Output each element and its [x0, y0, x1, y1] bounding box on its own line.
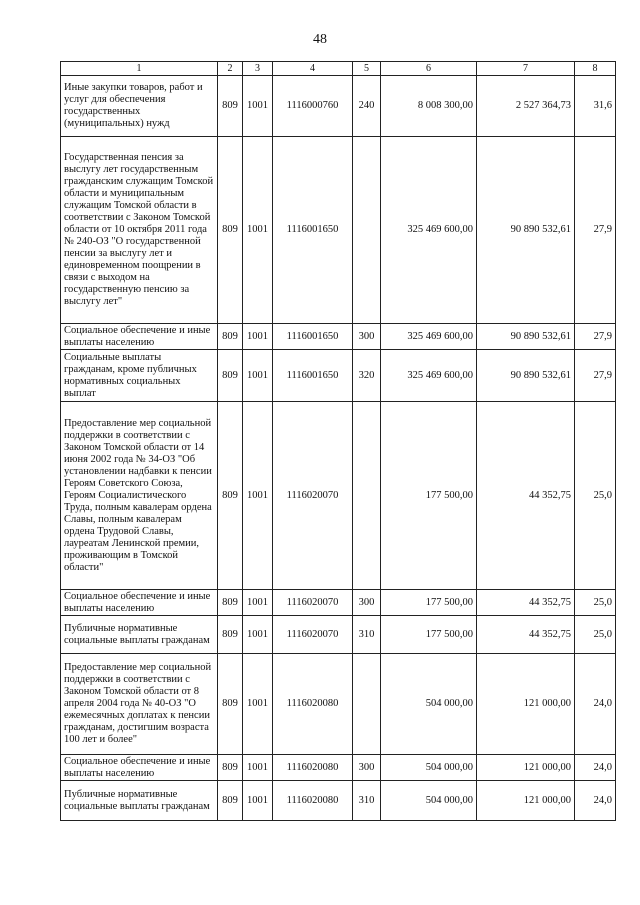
column-header: 2	[218, 62, 243, 76]
row-name: Предоставление мер социальной поддержки в соответствии с Законом Томской области от 8 апреля 2004 года № 40-ОЗ "О ежемесячных доплатах к пенсии гражданам, достигшим возраста 100 лет и более"	[61, 654, 218, 755]
table-header-row	[61, 62, 616, 76]
cell-executed: 90 890 532,61	[477, 137, 575, 324]
cell-percent: 25,0	[575, 616, 616, 654]
cell-planned: 177 500,00	[381, 402, 477, 590]
cell-c4: 1116020080	[273, 654, 353, 755]
cell-c3: 1001	[243, 137, 273, 324]
cell-percent: 27,9	[575, 137, 616, 324]
cell-executed: 121 000,00	[477, 755, 575, 781]
cell-c5: 320	[353, 350, 381, 402]
cell-c5: 300	[353, 755, 381, 781]
row-name: Государственная пенсия за выслугу лет государственным гражданским служащим Томской области и муниципальным служащим Томской области в соответствии с Законом Томской области от 10 октября 2011 года № 240-ОЗ "О государственной пенсии за выслугу лет и единовременном поощрении в связи с выходом на государственную пенсию за выслугу лет"	[61, 137, 218, 324]
cell-planned: 504 000,00	[381, 654, 477, 755]
cell-executed: 90 890 532,61	[477, 324, 575, 350]
cell-c5	[353, 654, 381, 755]
cell-planned: 8 008 300,00	[381, 76, 477, 137]
cell-c4: 1116001650	[273, 324, 353, 350]
row-name: Публичные нормативные социальные выплаты гражданам	[61, 616, 218, 654]
row-name: Предоставление мер социальной поддержки в соответствии с Законом Томской области от 14 июня 2002 года № 34-ОЗ "Об установлении надбавки к пенсии Героям Советского Союза, Героям Социалистического Труда, полным кавалерам ордена Славы, полным кавалерам ордена Трудовой Славы, лауреатам Ленинской премии, проживающим в Томской области"	[61, 402, 218, 590]
cell-c3: 1001	[243, 654, 273, 755]
cell-executed: 44 352,75	[477, 616, 575, 654]
cell-c5: 310	[353, 616, 381, 654]
cell-c2: 809	[218, 402, 243, 590]
cell-c5	[353, 137, 381, 324]
cell-c2: 809	[218, 590, 243, 616]
cell-c3: 1001	[243, 781, 273, 821]
table-row	[61, 324, 616, 350]
cell-c3: 1001	[243, 755, 273, 781]
row-name: Социальные выплаты гражданам, кроме публичных нормативных социальных выплат	[61, 350, 218, 402]
column-header: 5	[353, 62, 381, 76]
column-header: 4	[273, 62, 353, 76]
cell-percent: 24,0	[575, 755, 616, 781]
cell-planned: 325 469 600,00	[381, 324, 477, 350]
column-header: 8	[575, 62, 616, 76]
budget-table	[60, 61, 616, 821]
cell-c3: 1001	[243, 324, 273, 350]
cell-executed: 121 000,00	[477, 781, 575, 821]
cell-c2: 809	[218, 755, 243, 781]
cell-c5: 310	[353, 781, 381, 821]
table-row	[61, 654, 616, 755]
row-name: Публичные нормативные социальные выплаты гражданам	[61, 781, 218, 821]
table-row	[61, 402, 616, 590]
cell-percent: 24,0	[575, 781, 616, 821]
table-row	[61, 590, 616, 616]
cell-c2: 809	[218, 137, 243, 324]
cell-c4: 1116001650	[273, 350, 353, 402]
cell-percent: 31,6	[575, 76, 616, 137]
cell-planned: 325 469 600,00	[381, 350, 477, 402]
cell-c4: 1116020080	[273, 781, 353, 821]
row-name: Социальное обеспечение и иные выплаты населению	[61, 324, 218, 350]
table-row	[61, 781, 616, 821]
cell-c4: 1116001650	[273, 137, 353, 324]
column-header: 1	[61, 62, 218, 76]
cell-executed: 44 352,75	[477, 590, 575, 616]
cell-executed: 44 352,75	[477, 402, 575, 590]
cell-percent: 25,0	[575, 402, 616, 590]
cell-percent: 27,9	[575, 324, 616, 350]
cell-c2: 809	[218, 616, 243, 654]
cell-c2: 809	[218, 324, 243, 350]
cell-c2: 809	[218, 350, 243, 402]
cell-c5	[353, 402, 381, 590]
cell-c4: 1116020070	[273, 590, 353, 616]
cell-percent: 27,9	[575, 350, 616, 402]
cell-planned: 504 000,00	[381, 755, 477, 781]
cell-c5: 300	[353, 590, 381, 616]
cell-c3: 1001	[243, 590, 273, 616]
table-row	[61, 76, 616, 137]
cell-c4: 1116000760	[273, 76, 353, 137]
cell-c4: 1116020080	[273, 755, 353, 781]
cell-c3: 1001	[243, 402, 273, 590]
cell-c2: 809	[218, 781, 243, 821]
cell-planned: 177 500,00	[381, 616, 477, 654]
cell-planned: 177 500,00	[381, 590, 477, 616]
column-header: 3	[243, 62, 273, 76]
cell-percent: 24,0	[575, 654, 616, 755]
cell-executed: 90 890 532,61	[477, 350, 575, 402]
cell-c2: 809	[218, 76, 243, 137]
column-header: 6	[381, 62, 477, 76]
cell-c3: 1001	[243, 76, 273, 137]
row-name: Социальное обеспечение и иные выплаты населению	[61, 590, 218, 616]
cell-c4: 1116020070	[273, 616, 353, 654]
table-row	[61, 350, 616, 402]
cell-c3: 1001	[243, 616, 273, 654]
cell-c4: 1116020070	[273, 402, 353, 590]
row-name: Социальное обеспечение и иные выплаты населению	[61, 755, 218, 781]
cell-percent: 25,0	[575, 590, 616, 616]
table-row	[61, 755, 616, 781]
cell-c3: 1001	[243, 350, 273, 402]
page-number: 48	[313, 32, 327, 47]
table-row	[61, 616, 616, 654]
cell-c5: 300	[353, 324, 381, 350]
cell-planned: 504 000,00	[381, 781, 477, 821]
table-row	[61, 137, 616, 324]
cell-executed: 121 000,00	[477, 654, 575, 755]
cell-executed: 2 527 364,73	[477, 76, 575, 137]
cell-c5: 240	[353, 76, 381, 137]
column-header: 7	[477, 62, 575, 76]
cell-c2: 809	[218, 654, 243, 755]
cell-planned: 325 469 600,00	[381, 137, 477, 324]
row-name: Иные закупки товаров, работ и услуг для обеспечения государственных (муниципальных) нужд	[61, 76, 218, 137]
